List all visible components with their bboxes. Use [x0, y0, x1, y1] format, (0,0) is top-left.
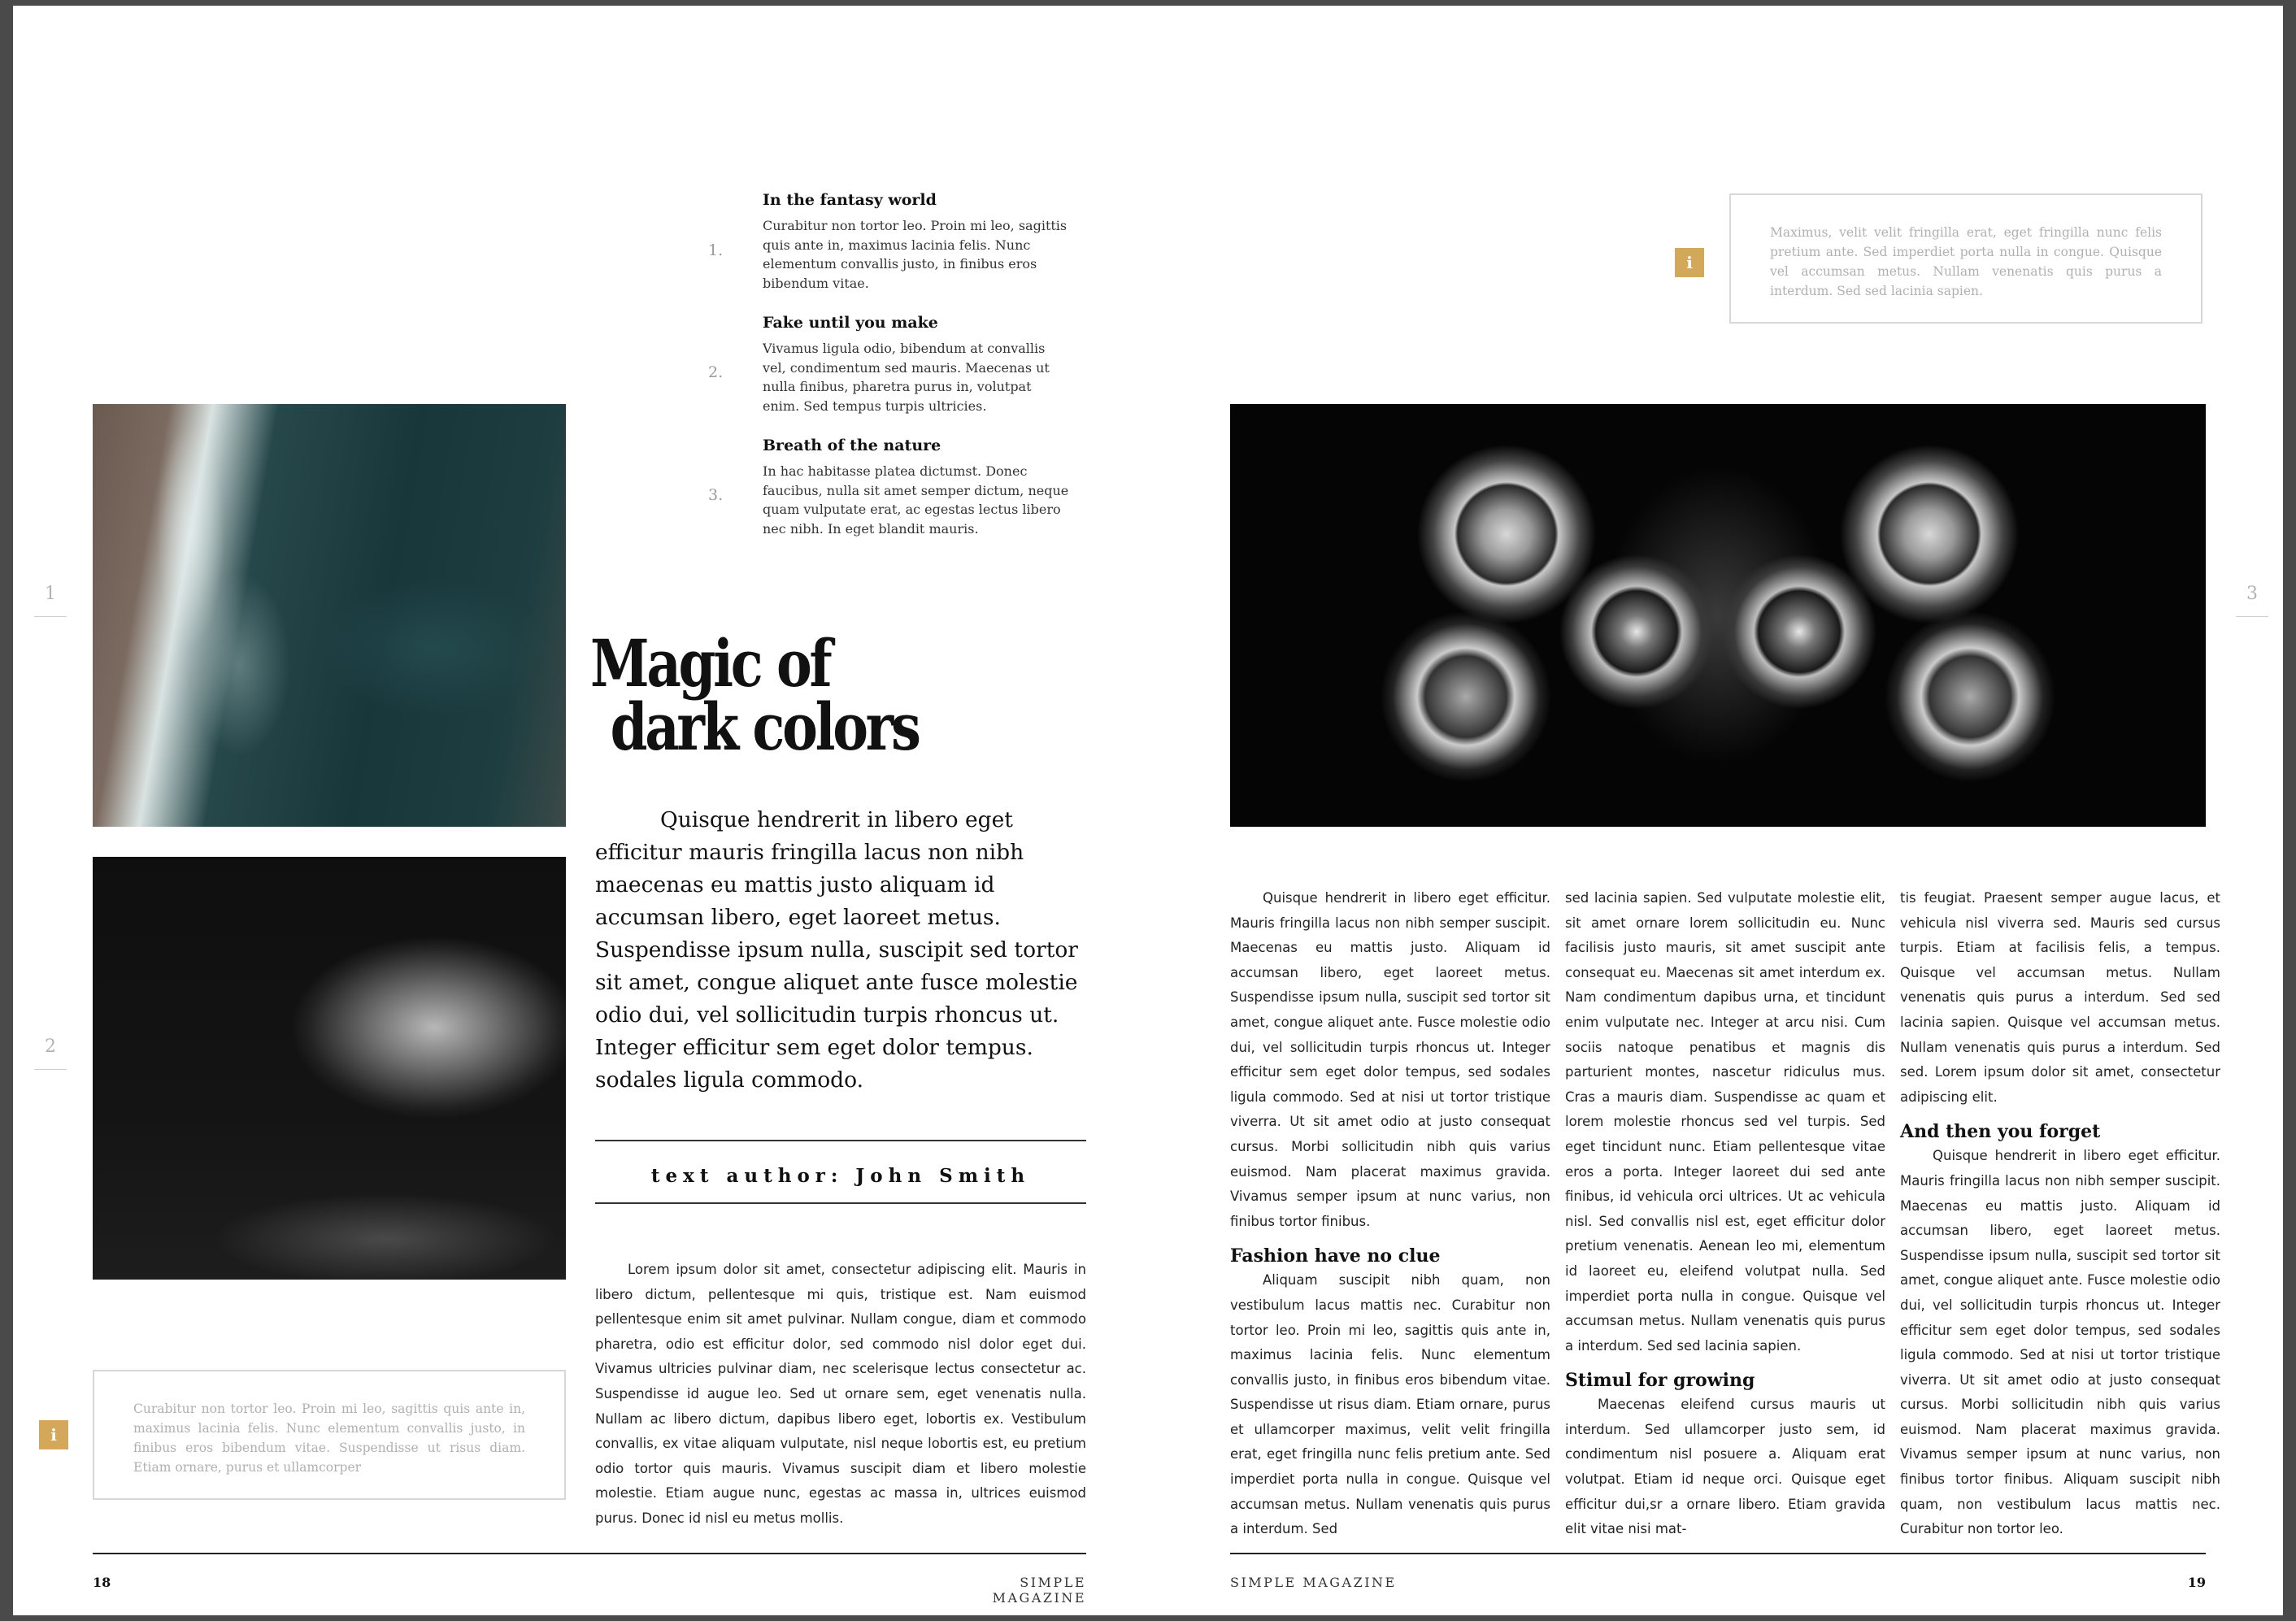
list-line: bibendum vitae. [763, 275, 869, 291]
list-line: Curabitur non tortor leo. Proin mi leo, sagittis [763, 218, 1068, 233]
page-number: 19 [2187, 1575, 2206, 1590]
side-number-2: 2 [45, 1036, 56, 1057]
pull-quote-box [93, 1370, 566, 1500]
left-page [13, 6, 1147, 1615]
list-line: nulla finibus, pharetra purus in, volutpat [763, 379, 1032, 394]
side-number-3: 3 [2246, 584, 2258, 604]
headline-line-1: Magic of [590, 625, 830, 702]
pull-quote-box [1729, 193, 2203, 324]
list-number: 2. [708, 363, 724, 381]
list-item-body [763, 216, 1088, 293]
list-line: faucibus, nulla sit amet semper dictum, neque [763, 482, 1069, 498]
body-paragraph: Lorem ipsum dolor sit amet, consectetur adipiscing elit. Mauris in libero dictum, pellentesque mi quis, tristique est. Nam euismod pellentesque enim sit amet pulvinar. Nullam congue, diam et commodo pharetra, odio est efficitur dolor, sed commodo nisl dolor eget dui. Vivamus ultricies pulvinar diam, nec scelerisque lectus consectetur ac. Suspendisse id augue leo. Sed ut ornare sem, eget venenatis nulla. Nullam ac libero dictum, dapibus libero eget, lobortis ex. Vestibulum convallis, ex vitae aliquam vulputate, nisl neque lobortis est, eu pretium odio tortor quis mauris. Vivamus suscipit diam et libero molestie molestie. Etiam augue nunc, egestas ac massa in, ultrices euismod purus. Donec id nisl eu metus mollis. [595, 1262, 1086, 1526]
list-item-body [763, 339, 1088, 415]
side-number-rule [2236, 616, 2268, 617]
phoropter-photo [1230, 404, 2206, 827]
list-line: nec nibh. In eget blandit mauris. [763, 520, 979, 537]
text-column-3 [1900, 886, 2220, 1542]
list-line: quam vulputate erat, ac egestas lectus libero [763, 502, 1061, 517]
side-number-1: 1 [45, 584, 56, 604]
list-line: In hac habitasse platea dictumst. Donec [763, 463, 1028, 479]
list-item-body [763, 462, 1088, 538]
list-line: quis ante in, maximus lacinia felis. Nunc [763, 237, 1031, 253]
column-paragraph: Maecenas eleifend cursus mauris ut interdum. Sed ullamcorper justo sem, id condimentum nisl posuere a. Aliquam erat volutpat. Etiam id neque orci. Quisque eget efficitur dui,sr a ornare libero. Etiam gravida elit vitae nisi mat- [1565, 1397, 1885, 1537]
page-number: 18 [93, 1575, 111, 1590]
column-paragraph: sed lacinia sapien. Sed vulputate molestie elit, sit amet ornare lorem sollicitudin eu. Nunc facilisis justo mauris, sit amet suscipit ante consequat eu. Maecenas sit amet interdum ex. Nam condimentum dapibus urna, et tincidunt enim vulputate nec. Integer at arcu nisi. Cum sociis natoque penatibus et magnis dis parturient montes, nascetur ridiculus mus. Cras a mauris diam. Suspendisse ac quam et lorem molestie rhoncus sed vel turpis. Sed eget tincidunt nunc. Etiam pellentesque vitae eros a porta. Integer laoreet dui sed ante finibus, id vehicula orci ultrices. Ut ac vehicula nisl. Sed convallis nisl est, eget efficitur dolor pretium venenatis. Aenean leo mi, elementum id laoreet eu, eleifend volutpat nulla. Sed imperdiet porta nulla in congue. Quisque vel accumsan metus. Nullam venenatis quis purus a interdum. Sed sed lacinia sapien. [1565, 890, 1885, 1354]
list-number: 3. [708, 486, 724, 504]
list-item-title: Fake until you make [763, 314, 938, 332]
footer-rule [93, 1553, 1086, 1554]
author-credit: text author: John Smith [650, 1165, 1031, 1187]
list-number: 1. [708, 241, 724, 259]
author-rule-bottom [595, 1202, 1086, 1204]
list-line: enim. Sed tempus turpis ultricies. [763, 398, 987, 414]
info-icon: i [1675, 248, 1704, 277]
pull-quote-text: Maximus, velit velit fringilla erat, eget fringilla nunc felis pretium ante. Sed imperdiet porta nulla in congue. Quisque vel accumsan metus. Nullam venenatis quis purus a interdum. Sed sed lacinia sapien. [1770, 225, 2162, 298]
right-page [1147, 6, 2283, 1615]
footer-rule [1230, 1553, 2206, 1554]
lead-paragraph: Quisque hendrerit in libero eget efficitur mauris fringilla lacus non nibh maecenas eu mattis justo aliquam id accumsan libero, eget laoreet metus. Suspendisse ipsum nulla, suscipit sed tortor sit amet, congue aliquet ante fusce molestie odio dui, vel sollicitudin turpis rhoncus ut. Integer efficitur sem eget dolor tempus. sodales ligula commodo. [595, 807, 1078, 1093]
magazine-name: SIMPLE MAGAZINE [1230, 1575, 1397, 1590]
side-number-rule [34, 1069, 67, 1070]
column-paragraph: Quisque hendrerit in libero eget efficitur. Mauris fringilla lacus non nibh semper suscipit. Maecenas eu mattis justo. Aliquam id accumsan libero, eget laoreet metus. Suspendisse ipsum nulla, suscipit sed tortor sit amet, congue aliquet ante. Fusce molestie odio dui, vel sollicitudin turpis rhoncus ut. Integer efficitur sem eget dolor tempus, sed sodales ligula commodo. Sed at nisi ut tortor tristique viverra. Ut sit amet odio at justo consequat cursus. Morbi sollicitudin nibh quis varius euismod. Nam placerat maximus gravida. Vivamus semper ipsum at nunc varius, non finibus tortor finibus. Aliquam suscipit nibh quam, non vestibulum lacus mattis nec. Curabitur non tortor leo. [1900, 1148, 2220, 1537]
text-column-2 [1565, 886, 1885, 1542]
ocean-rocks-photo [93, 404, 566, 827]
author-rule-top [595, 1140, 1086, 1141]
headline-line-2: dark colors [610, 689, 919, 765]
section-heading: And then you forget [1900, 1121, 2101, 1143]
column-paragraph: Aliquam suscipit nibh quam, non vestibulum lacus mattis nec. Curabitur non tortor leo. Proin mi leo, sagittis quis ante in, maximus lacinia felis. Nunc elementum convallis justo, in finibus eros bibendum vitae. Suspendisse ut risus diam. Etiam ornare, purus et ullamcorper maximus, velit velit fringilla erat, eget fringilla nunc felis pretium ante. Sed imperdiet porta nulla in congue. Quisque vel accumsan metus. Nullam venenatis quis purus a interdum. Sed [1230, 1272, 1550, 1537]
text-column-1 [1230, 886, 1550, 1542]
page-headline [590, 625, 963, 765]
list-item-title: In the fantasy world [763, 191, 937, 209]
column-paragraph: tis feugiat. Praesent semper augue lacus, et vehicula nisl viverra sed. Mauris sed cursus turpis. Etiam at facilisis felis, a tempus. Quisque vel accumsan metus. Nullam venenatis quis purus a interdum. Sed sed lacinia sapien. Quisque vel accumsan metus. Nullam venenatis quis purus a interdum. Sed sed. Lorem ipsum dolor sit amet, consectetur adipiscing elit. [1900, 890, 2220, 1105]
column-paragraph: Quisque hendrerit in libero eget efficitur. Mauris fringilla lacus non nibh semper suscipit. Maecenas eu mattis justo. Aliquam id accumsan libero, eget laoreet metus. Suspendisse ipsum nulla, suscipit sed tortor sit amet, congue aliquet ante. Fusce molestie odio dui, vel sollicitudin turpis rhoncus ut. Integer efficitur sem eget dolor tempus, sed sodales ligula commodo. Sed at nisi ut tortor tristique viverra. Ut sit amet odio at justo consequat cursus. Morbi sollicitudin nibh quis varius euismod. Nam placerat maximus gravida. Vivamus semper ipsum at nunc varius, non finibus tortor finibus. [1230, 890, 1550, 1229]
face-in-water-photo [93, 857, 566, 1280]
list-line: vel, condimentum sed mauris. Maecenas ut [763, 359, 1050, 376]
magazine-name: SIMPLE MAGAZINE [992, 1575, 1086, 1606]
section-heading: Stimul for growing [1565, 1370, 1755, 1392]
side-number-rule [34, 616, 67, 617]
list-line: Vivamus ligula odio, bibendum at convallis [763, 341, 1046, 356]
list-item-title: Breath of the nature [763, 437, 941, 454]
pull-quote-text: Curabitur non tortor leo. Proin mi leo, sagittis quis ante in, maximus lacinia felis. Nunc elementum convallis justo, in finibus eros bibendum vitae. Suspendisse ut risus diam. Etiam ornare, purus et ullamcorper [133, 1402, 525, 1475]
info-icon: i [39, 1420, 68, 1449]
list-line: elementum convallis justo, in finibus eros [763, 256, 1037, 272]
section-heading: Fashion have no clue [1230, 1245, 1441, 1267]
